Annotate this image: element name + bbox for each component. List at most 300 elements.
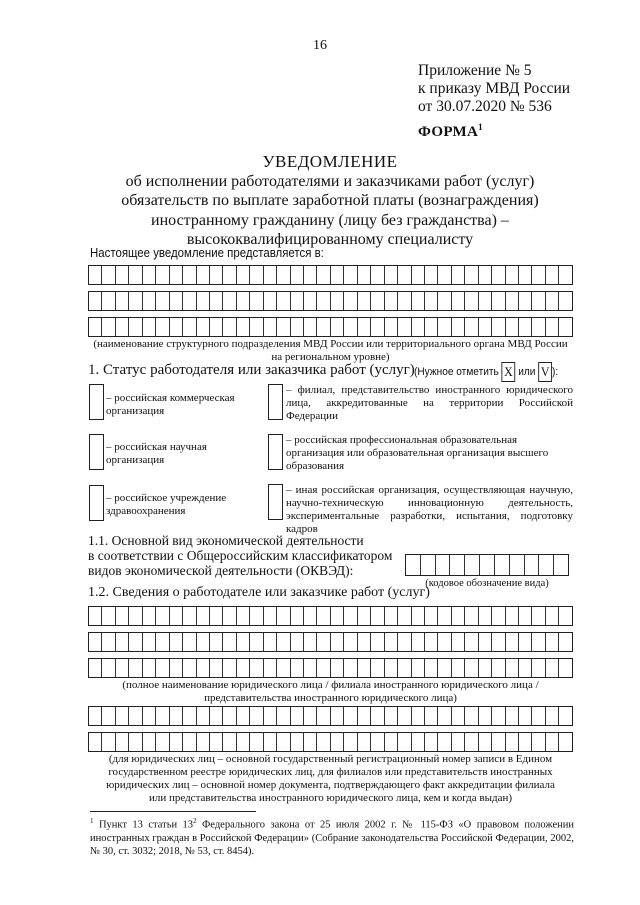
character-cell[interactable] xyxy=(250,607,263,625)
character-cell[interactable] xyxy=(170,707,183,725)
character-cell[interactable] xyxy=(398,733,411,751)
character-cell[interactable] xyxy=(344,607,357,625)
character-cell[interactable] xyxy=(492,318,505,336)
character-cell[interactable] xyxy=(358,733,371,751)
character-cell[interactable] xyxy=(291,633,304,651)
character-cell[interactable] xyxy=(532,607,545,625)
character-cell[interactable] xyxy=(506,607,519,625)
character-cell[interactable] xyxy=(412,318,425,336)
character-cell[interactable] xyxy=(223,707,236,725)
character-cell[interactable] xyxy=(438,607,451,625)
character-cell[interactable] xyxy=(344,292,357,310)
character-cell[interactable] xyxy=(89,266,102,284)
character-cell[interactable] xyxy=(210,607,223,625)
character-cell[interactable] xyxy=(183,318,196,336)
character-cell[interactable] xyxy=(304,318,317,336)
character-cell[interactable] xyxy=(412,633,425,651)
character-cell[interactable] xyxy=(143,318,156,336)
character-cell[interactable] xyxy=(385,292,398,310)
character-cell[interactable] xyxy=(492,607,505,625)
character-cell[interactable] xyxy=(277,733,290,751)
character-cell[interactable] xyxy=(344,659,357,677)
character-cell[interactable] xyxy=(129,659,142,677)
character-cell[interactable] xyxy=(559,733,571,751)
character-cell[interactable] xyxy=(506,633,519,651)
character-cell[interactable] xyxy=(546,607,559,625)
character-cell[interactable] xyxy=(277,266,290,284)
character-cell[interactable] xyxy=(89,659,102,677)
character-cell[interactable] xyxy=(250,266,263,284)
character-cell[interactable] xyxy=(304,707,317,725)
character-cell[interactable] xyxy=(506,707,519,725)
character-cell[interactable] xyxy=(250,733,263,751)
character-cell[interactable] xyxy=(344,733,357,751)
character-cell[interactable] xyxy=(371,633,384,651)
character-cell[interactable] xyxy=(331,633,344,651)
character-cell[interactable] xyxy=(506,318,519,336)
character-cell[interactable] xyxy=(385,707,398,725)
character-cell[interactable] xyxy=(197,707,210,725)
character-cell[interactable] xyxy=(371,733,384,751)
character-cell[interactable] xyxy=(317,633,330,651)
character-cell[interactable] xyxy=(438,266,451,284)
character-cell[interactable] xyxy=(116,633,129,651)
character-cell[interactable] xyxy=(264,733,277,751)
character-cell[interactable] xyxy=(465,607,478,625)
character-cell[interactable] xyxy=(223,318,236,336)
character-cell[interactable] xyxy=(156,659,169,677)
character-cell[interactable] xyxy=(465,707,478,725)
character-cell[interactable] xyxy=(479,318,492,336)
character-cell[interactable] xyxy=(89,707,102,725)
character-cell[interactable] xyxy=(156,266,169,284)
character-cell[interactable] xyxy=(116,707,129,725)
character-cell[interactable] xyxy=(385,318,398,336)
character-cell[interactable] xyxy=(559,659,571,677)
character-cell[interactable] xyxy=(438,633,451,651)
character-cell[interactable] xyxy=(519,659,532,677)
character-cell[interactable] xyxy=(197,318,210,336)
checkbox-scientific-org[interactable] xyxy=(89,434,104,470)
character-cell[interactable] xyxy=(170,659,183,677)
character-cell[interactable] xyxy=(89,607,102,625)
character-cell[interactable] xyxy=(425,266,438,284)
character-cell[interactable] xyxy=(406,555,421,575)
character-cell[interactable] xyxy=(546,292,559,310)
character-cell[interactable] xyxy=(102,607,115,625)
character-cell[interactable] xyxy=(480,555,495,575)
character-cell[interactable] xyxy=(495,555,510,575)
character-cell[interactable] xyxy=(532,292,545,310)
character-cell[interactable] xyxy=(479,707,492,725)
character-cell[interactable] xyxy=(398,633,411,651)
character-cell[interactable] xyxy=(546,659,559,677)
character-cell[interactable] xyxy=(129,292,142,310)
character-cell[interactable] xyxy=(344,266,357,284)
character-cell[interactable] xyxy=(331,707,344,725)
character-cell[interactable] xyxy=(452,292,465,310)
character-cell[interactable] xyxy=(398,707,411,725)
character-cell[interactable] xyxy=(344,633,357,651)
character-cell[interactable] xyxy=(237,266,250,284)
character-cell[interactable] xyxy=(532,707,545,725)
character-cell[interactable] xyxy=(425,733,438,751)
character-cell[interactable] xyxy=(223,633,236,651)
character-cell[interactable] xyxy=(197,659,210,677)
character-cell[interactable] xyxy=(250,318,263,336)
character-cell[interactable] xyxy=(264,318,277,336)
recipient-row-3[interactable] xyxy=(88,317,573,337)
character-cell[interactable] xyxy=(519,266,532,284)
character-cell[interactable] xyxy=(223,292,236,310)
character-cell[interactable] xyxy=(102,318,115,336)
character-cell[interactable] xyxy=(250,633,263,651)
character-cell[interactable] xyxy=(102,707,115,725)
character-cell[interactable] xyxy=(525,555,540,575)
character-cell[interactable] xyxy=(412,659,425,677)
character-cell[interactable] xyxy=(183,707,196,725)
registration-row-1[interactable] xyxy=(88,706,573,726)
character-cell[interactable] xyxy=(102,266,115,284)
character-cell[interactable] xyxy=(156,733,169,751)
character-cell[interactable] xyxy=(438,292,451,310)
character-cell[interactable] xyxy=(465,555,480,575)
character-cell[interactable] xyxy=(532,733,545,751)
character-cell[interactable] xyxy=(559,318,571,336)
character-cell[interactable] xyxy=(492,633,505,651)
character-cell[interactable] xyxy=(398,607,411,625)
character-cell[interactable] xyxy=(385,607,398,625)
character-cell[interactable] xyxy=(344,707,357,725)
character-cell[interactable] xyxy=(358,633,371,651)
character-cell[interactable] xyxy=(116,292,129,310)
character-cell[interactable] xyxy=(237,292,250,310)
character-cell[interactable] xyxy=(210,733,223,751)
character-cell[interactable] xyxy=(317,707,330,725)
character-cell[interactable] xyxy=(89,733,102,751)
character-cell[interactable] xyxy=(223,659,236,677)
checkbox-healthcare-org[interactable] xyxy=(89,485,104,521)
character-cell[interactable] xyxy=(264,607,277,625)
character-cell[interactable] xyxy=(277,633,290,651)
character-cell[interactable] xyxy=(143,659,156,677)
character-cell[interactable] xyxy=(358,659,371,677)
character-cell[interactable] xyxy=(102,292,115,310)
character-cell[interactable] xyxy=(304,292,317,310)
character-cell[interactable] xyxy=(412,733,425,751)
character-cell[interactable] xyxy=(412,607,425,625)
character-cell[interactable] xyxy=(129,707,142,725)
character-cell[interactable] xyxy=(358,292,371,310)
character-cell[interactable] xyxy=(183,733,196,751)
character-cell[interactable] xyxy=(358,318,371,336)
registration-row-2[interactable] xyxy=(88,732,573,752)
character-cell[interactable] xyxy=(237,707,250,725)
character-cell[interactable] xyxy=(129,266,142,284)
character-cell[interactable] xyxy=(210,659,223,677)
employer-name-row-3[interactable] xyxy=(88,658,573,678)
character-cell[interactable] xyxy=(237,633,250,651)
character-cell[interactable] xyxy=(210,292,223,310)
character-cell[interactable] xyxy=(425,318,438,336)
character-cell[interactable] xyxy=(532,633,545,651)
character-cell[interactable] xyxy=(89,318,102,336)
character-cell[interactable] xyxy=(264,266,277,284)
character-cell[interactable] xyxy=(170,607,183,625)
character-cell[interactable] xyxy=(331,266,344,284)
character-cell[interactable] xyxy=(304,266,317,284)
character-cell[interactable] xyxy=(506,266,519,284)
character-cell[interactable] xyxy=(532,266,545,284)
character-cell[interactable] xyxy=(264,707,277,725)
character-cell[interactable] xyxy=(398,292,411,310)
character-cell[interactable] xyxy=(452,266,465,284)
character-cell[interactable] xyxy=(385,633,398,651)
checkbox-commercial-org[interactable] xyxy=(89,384,104,420)
character-cell[interactable] xyxy=(559,266,571,284)
character-cell[interactable] xyxy=(465,292,478,310)
character-cell[interactable] xyxy=(371,318,384,336)
character-cell[interactable] xyxy=(183,607,196,625)
character-cell[interactable] xyxy=(519,633,532,651)
character-cell[interactable] xyxy=(237,318,250,336)
character-cell[interactable] xyxy=(371,607,384,625)
character-cell[interactable] xyxy=(116,266,129,284)
character-cell[interactable] xyxy=(532,659,545,677)
character-cell[interactable] xyxy=(143,266,156,284)
character-cell[interactable] xyxy=(358,266,371,284)
character-cell[interactable] xyxy=(559,292,571,310)
character-cell[interactable] xyxy=(250,707,263,725)
character-cell[interactable] xyxy=(479,633,492,651)
character-cell[interactable] xyxy=(129,633,142,651)
character-cell[interactable] xyxy=(291,318,304,336)
character-cell[interactable] xyxy=(412,707,425,725)
character-cell[interactable] xyxy=(506,292,519,310)
character-cell[interactable] xyxy=(398,659,411,677)
character-cell[interactable] xyxy=(304,659,317,677)
character-cell[interactable] xyxy=(492,266,505,284)
character-cell[interactable] xyxy=(143,292,156,310)
character-cell[interactable] xyxy=(539,555,554,575)
checkbox-educational-org[interactable] xyxy=(268,434,283,470)
character-cell[interactable] xyxy=(237,607,250,625)
character-cell[interactable] xyxy=(546,707,559,725)
character-cell[interactable] xyxy=(143,707,156,725)
character-cell[interactable] xyxy=(344,318,357,336)
character-cell[interactable] xyxy=(532,318,545,336)
character-cell[interactable] xyxy=(519,292,532,310)
character-cell[interactable] xyxy=(479,659,492,677)
character-cell[interactable] xyxy=(331,607,344,625)
character-cell[interactable] xyxy=(89,633,102,651)
character-cell[interactable] xyxy=(183,292,196,310)
character-cell[interactable] xyxy=(156,318,169,336)
character-cell[interactable] xyxy=(546,733,559,751)
character-cell[interactable] xyxy=(264,633,277,651)
character-cell[interactable] xyxy=(156,707,169,725)
character-cell[interactable] xyxy=(291,292,304,310)
character-cell[interactable] xyxy=(546,318,559,336)
character-cell[interactable] xyxy=(277,707,290,725)
character-cell[interactable] xyxy=(331,659,344,677)
character-cell[interactable] xyxy=(438,707,451,725)
character-cell[interactable] xyxy=(412,292,425,310)
character-cell[interactable] xyxy=(291,659,304,677)
character-cell[interactable] xyxy=(264,292,277,310)
checkbox-other-org[interactable] xyxy=(268,484,283,520)
employer-name-row-1[interactable] xyxy=(88,606,573,626)
character-cell[interactable] xyxy=(210,633,223,651)
character-cell[interactable] xyxy=(452,707,465,725)
character-cell[interactable] xyxy=(102,733,115,751)
character-cell[interactable] xyxy=(385,266,398,284)
character-cell[interactable] xyxy=(510,555,525,575)
character-cell[interactable] xyxy=(143,633,156,651)
character-cell[interactable] xyxy=(291,733,304,751)
okved-cells[interactable] xyxy=(405,554,569,576)
character-cell[interactable] xyxy=(465,633,478,651)
character-cell[interactable] xyxy=(425,292,438,310)
character-cell[interactable] xyxy=(143,733,156,751)
character-cell[interactable] xyxy=(554,555,568,575)
character-cell[interactable] xyxy=(277,292,290,310)
character-cell[interactable] xyxy=(412,266,425,284)
character-cell[interactable] xyxy=(559,707,571,725)
character-cell[interactable] xyxy=(317,318,330,336)
character-cell[interactable] xyxy=(317,292,330,310)
character-cell[interactable] xyxy=(452,733,465,751)
character-cell[interactable] xyxy=(358,607,371,625)
character-cell[interactable] xyxy=(291,707,304,725)
character-cell[interactable] xyxy=(210,318,223,336)
character-cell[interactable] xyxy=(143,607,156,625)
character-cell[interactable] xyxy=(277,659,290,677)
character-cell[interactable] xyxy=(102,633,115,651)
character-cell[interactable] xyxy=(421,555,436,575)
character-cell[interactable] xyxy=(102,659,115,677)
character-cell[interactable] xyxy=(385,659,398,677)
character-cell[interactable] xyxy=(197,292,210,310)
character-cell[interactable] xyxy=(317,659,330,677)
character-cell[interactable] xyxy=(438,659,451,677)
character-cell[interactable] xyxy=(559,633,571,651)
character-cell[interactable] xyxy=(197,633,210,651)
character-cell[interactable] xyxy=(304,633,317,651)
character-cell[interactable] xyxy=(371,707,384,725)
character-cell[interactable] xyxy=(450,555,465,575)
character-cell[interactable] xyxy=(385,733,398,751)
character-cell[interactable] xyxy=(331,292,344,310)
character-cell[interactable] xyxy=(183,659,196,677)
character-cell[interactable] xyxy=(371,292,384,310)
character-cell[interactable] xyxy=(129,607,142,625)
character-cell[interactable] xyxy=(291,266,304,284)
character-cell[interactable] xyxy=(438,318,451,336)
character-cell[interactable] xyxy=(331,733,344,751)
character-cell[interactable] xyxy=(317,733,330,751)
character-cell[interactable] xyxy=(492,707,505,725)
character-cell[interactable] xyxy=(452,659,465,677)
character-cell[interactable] xyxy=(398,266,411,284)
checkbox-foreign-branch[interactable] xyxy=(268,384,283,420)
character-cell[interactable] xyxy=(116,659,129,677)
character-cell[interactable] xyxy=(197,607,210,625)
character-cell[interactable] xyxy=(170,266,183,284)
character-cell[interactable] xyxy=(479,292,492,310)
character-cell[interactable] xyxy=(210,266,223,284)
character-cell[interactable] xyxy=(89,292,102,310)
character-cell[interactable] xyxy=(492,733,505,751)
character-cell[interactable] xyxy=(277,318,290,336)
character-cell[interactable] xyxy=(156,607,169,625)
character-cell[interactable] xyxy=(250,659,263,677)
character-cell[interactable] xyxy=(237,733,250,751)
character-cell[interactable] xyxy=(277,607,290,625)
character-cell[interactable] xyxy=(116,733,129,751)
character-cell[interactable] xyxy=(183,633,196,651)
character-cell[interactable] xyxy=(506,733,519,751)
character-cell[interactable] xyxy=(479,733,492,751)
character-cell[interactable] xyxy=(492,659,505,677)
character-cell[interactable] xyxy=(129,733,142,751)
character-cell[interactable] xyxy=(398,318,411,336)
character-cell[interactable] xyxy=(237,659,250,677)
character-cell[interactable] xyxy=(546,633,559,651)
character-cell[interactable] xyxy=(436,555,451,575)
character-cell[interactable] xyxy=(452,607,465,625)
character-cell[interactable] xyxy=(519,607,532,625)
character-cell[interactable] xyxy=(291,607,304,625)
character-cell[interactable] xyxy=(223,607,236,625)
character-cell[interactable] xyxy=(116,607,129,625)
character-cell[interactable] xyxy=(492,292,505,310)
character-cell[interactable] xyxy=(331,318,344,336)
character-cell[interactable] xyxy=(197,266,210,284)
character-cell[interactable] xyxy=(250,292,263,310)
character-cell[interactable] xyxy=(438,733,451,751)
character-cell[interactable] xyxy=(452,318,465,336)
character-cell[interactable] xyxy=(304,607,317,625)
character-cell[interactable] xyxy=(317,607,330,625)
character-cell[interactable] xyxy=(183,266,196,284)
recipient-row-1[interactable] xyxy=(88,265,573,285)
character-cell[interactable] xyxy=(304,733,317,751)
character-cell[interactable] xyxy=(170,318,183,336)
character-cell[interactable] xyxy=(425,633,438,651)
character-cell[interactable] xyxy=(479,607,492,625)
character-cell[interactable] xyxy=(519,707,532,725)
recipient-row-2[interactable] xyxy=(88,291,573,311)
character-cell[interactable] xyxy=(170,733,183,751)
character-cell[interactable] xyxy=(156,292,169,310)
character-cell[interactable] xyxy=(465,659,478,677)
character-cell[interactable] xyxy=(519,318,532,336)
character-cell[interactable] xyxy=(129,318,142,336)
character-cell[interactable] xyxy=(156,633,169,651)
character-cell[interactable] xyxy=(317,266,330,284)
character-cell[interactable] xyxy=(116,318,129,336)
character-cell[interactable] xyxy=(506,659,519,677)
character-cell[interactable] xyxy=(425,659,438,677)
character-cell[interactable] xyxy=(465,318,478,336)
character-cell[interactable] xyxy=(358,707,371,725)
character-cell[interactable] xyxy=(465,733,478,751)
character-cell[interactable] xyxy=(425,607,438,625)
employer-name-row-2[interactable] xyxy=(88,632,573,652)
character-cell[interactable] xyxy=(546,266,559,284)
character-cell[interactable] xyxy=(465,266,478,284)
